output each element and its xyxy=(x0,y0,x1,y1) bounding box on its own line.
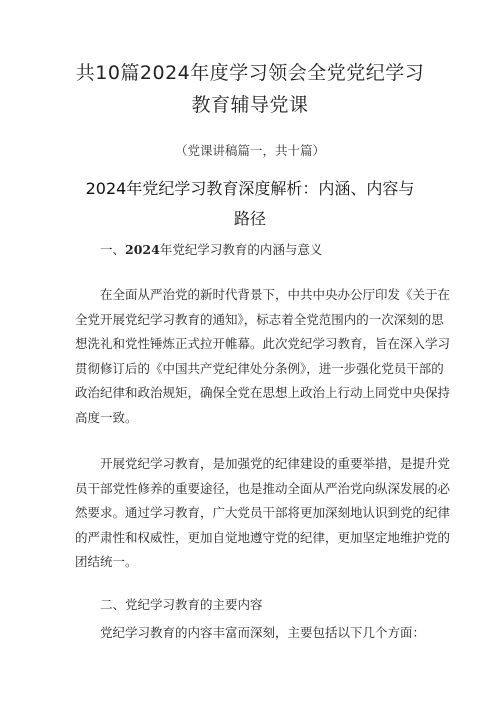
section-heading-1 xyxy=(100,244,322,257)
article-heading-line-1: 2024年党纪学习教育深度解析：内涵、内容与 xyxy=(85,179,415,198)
paragraph-2-line: 的严肃性和权威性，更加自觉地遵守党的纪律，更加坚定地维护党的 xyxy=(75,529,451,545)
paragraph-1-line: 高度一致。 xyxy=(75,409,138,425)
section-heading-1-text: 年党纪学习教育的内涵与意义 xyxy=(159,242,323,257)
document-title-line-1: 共10篇2024年度学习领会全党党纪学习 xyxy=(75,62,425,84)
paragraph-1-line: 全党开展党纪学习教育的通知》，标志着全党范围内的一次深刻的思 xyxy=(75,311,444,327)
paragraph-1-line: 在全面从严治党的新时代背景下，中共中央办公厅印发《关于在 xyxy=(100,287,451,302)
article-heading-line-2: 路径 xyxy=(233,209,266,228)
paragraph-1-line: 贯彻修订后的《中国共产党纪律处分条例》，进一步强化党员干部的 xyxy=(75,360,444,376)
paragraph-1 xyxy=(75,283,451,430)
paragraph-2-line: 开展党纪学习教育，是加强党的纪律建设的重要举措，是提升党 xyxy=(100,456,451,471)
section-heading-1-prefix: 一、 xyxy=(100,242,126,257)
paragraph-1-line: 政治纪律和政治规矩，确保全党在思想上政治上行动上同党中央保持 xyxy=(75,385,451,400)
paragraph-3 xyxy=(75,621,435,646)
paragraph-2-line: 然要求。通过学习教育，广大党员干部将更加深刻地认识到党的纪律 xyxy=(75,505,451,520)
document-subtitle: （党课讲稿篇一，共十篇） xyxy=(174,143,325,158)
section-heading-1-year: 2024 xyxy=(125,242,160,257)
paragraph-3-line: 党纪学习教育的内容丰富而深刻，主要包括以下几个方面： xyxy=(100,625,426,640)
section-heading-2: 二、党纪学习教育的主要内容 xyxy=(100,597,263,612)
document-title-line-2: 教育辅导党课 xyxy=(191,94,309,116)
paragraph-1-line: 想洗礼和党性锤炼正式拉开帷幕。此次党纪学习教育，旨在深入学习 xyxy=(75,336,451,351)
paragraph-2 xyxy=(75,452,451,575)
paragraph-2-line: 员干部党性修养的重要途径，也是推动全面从严治党向纵深发展的必 xyxy=(75,480,451,496)
paragraph-2-line: 团结统一。 xyxy=(75,554,138,569)
